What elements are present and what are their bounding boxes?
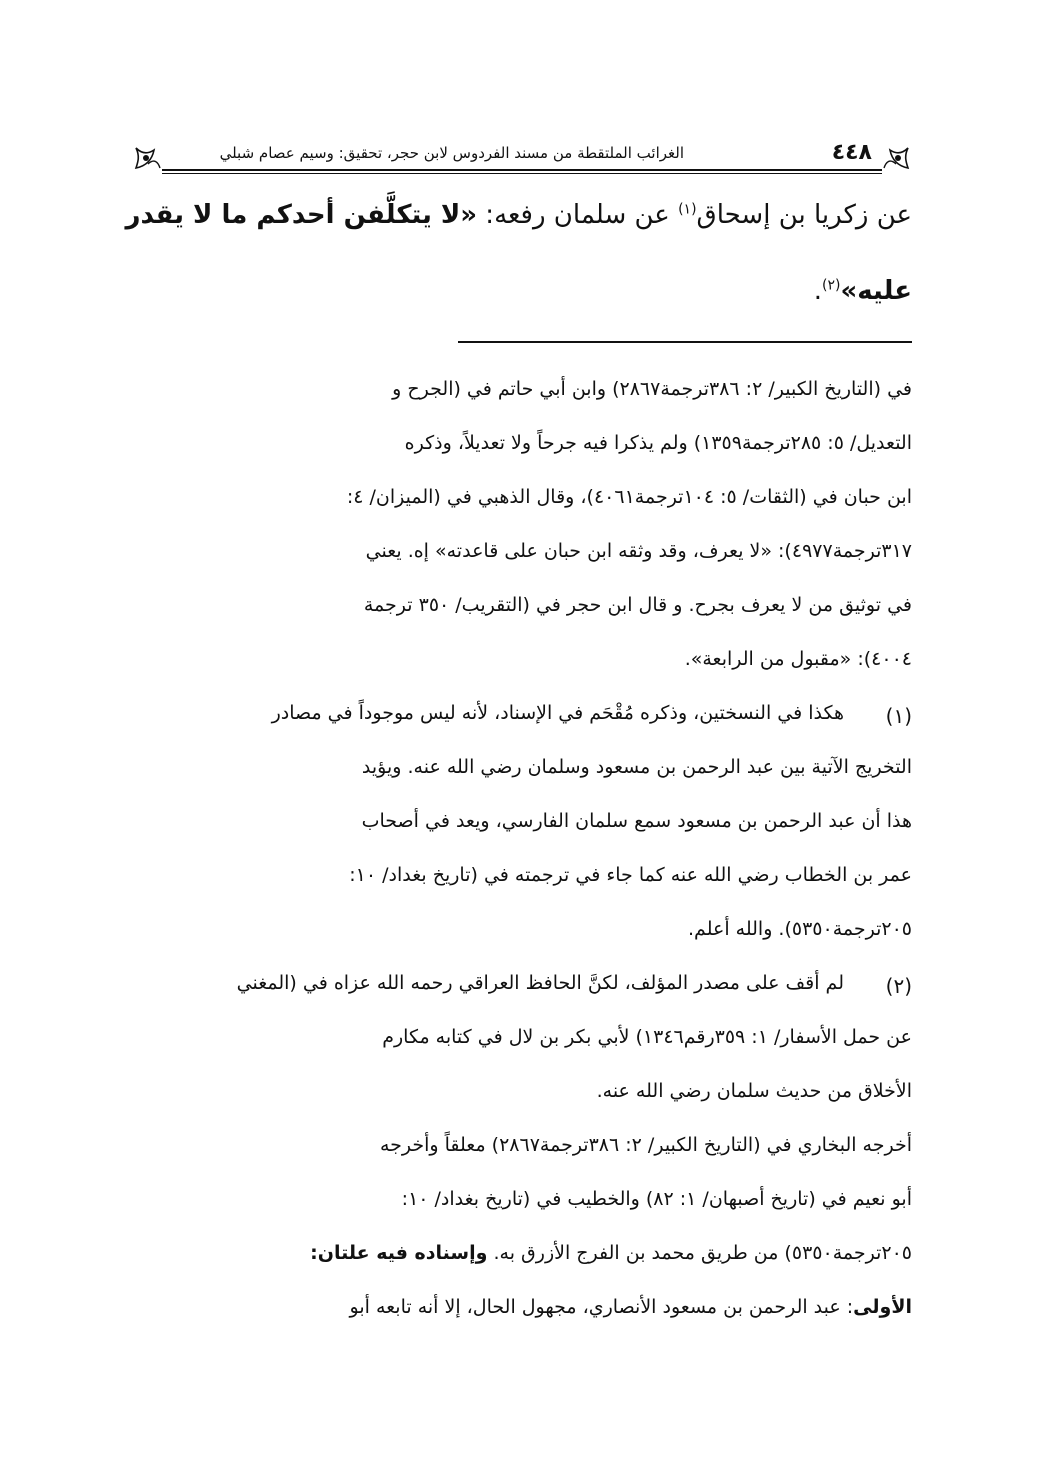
footnote-line: ٣١٧ترجمة٤٩٧٧): «لا يعرف، وقد وثقه ابن حبان على قاعدته» إه. يعني [365,540,912,562]
main-line-1 [125,200,912,230]
footnote-ref-1[interactable]: (١) [678,201,697,218]
text-run: ٢٠٥ترجمة٥٣٥٠) من طريق محمد بن الفرج الأزرق به. [487,1242,912,1264]
text-run: عن سلمان رفعه: [477,200,679,230]
footnote-line: أبو نعيم في (تاريخ أصبهان/ ١: ٨٢) والخطيب في (تاريخ بغداد/ ١٠: [401,1188,912,1210]
footnote-1-line: ٢٠٥ترجمة٥٣٥٠). والله أعلم. [688,918,912,940]
footnote-2-line: عن حمل الأسفار/ ١: ٣٥٩رقم١٣٤٦) لأبي بكر بن لال في كتابه مكارم [382,1026,912,1048]
bold-run: وإسناده فيه علتان: [310,1242,488,1264]
footnote-line: ٤٠٠٤): «مقبول من الرابعة». [684,648,912,670]
footnote-separator [458,341,912,343]
footnote-1-line: عمر بن الخطاب رضي الله عنه كما جاء في ترجمته في (تاريخ بغداد/ ١٠: [349,864,912,886]
text-run: : عبد الرحمن بن مسعود الأنصاري، مجهول الحال، إلا أنه تابعه أبو [349,1296,854,1318]
running-header [132,138,912,172]
main-line-2 [130,276,912,306]
bold-run: الأولى [853,1296,912,1318]
hadith-text: «لا يتكلَّفن أحدكم ما لا يقدر [125,200,478,230]
footnote-line: ابن حبان في (الثقات/ ٥: ١٠٤ترجمة٤٠٦١)، وقال الذهبي في (الميزان/ ٤: [346,486,912,508]
text-run: عن زكريا بن إسحاق [696,200,912,230]
footnote-line: التعديل/ ٥: ٢٨٥ترجمة١٣٥٩) ولم يذكرا فيه جرحاً ولا تعديلاً، وذكره [404,432,912,454]
footnote-1-line: هكذا في النسختين، وذكره مُقْحَم في الإسناد، لأنه ليس موجوداً في مصادر [271,702,844,724]
footnote-number-2: (٢) [885,974,912,998]
header-rule [162,169,882,171]
footnote-number-1: (١) [885,704,912,728]
footnote-line: أخرجه البخاري في (التاريخ الكبير/ ٢: ٣٨٦ترجمة٢٨٦٧) معلقاً وأخرجه [379,1134,912,1156]
page-number: ٤٤٨ [831,140,872,165]
footnote-1-line: هذا أن عبد الرحمن بن مسعود سمع سلمان الفارسي، ويعد في أصحاب [361,810,912,832]
footnote-line [196,1296,912,1318]
footnote-2-line: لم أقف على مصدر المؤلف، لكنَّ الحافظ العراقي رحمه الله عزاه في (المغني [236,972,844,994]
text-run: . [813,276,822,306]
footnote-line: في (التاريخ الكبير/ ٢: ٣٨٦ترجمة٢٨٦٧) وابن أبي حاتم في (الجرح و [392,378,912,400]
header-rule-thin [162,173,882,174]
right-ornament-icon [878,138,912,172]
hadith-text-end: عليه» [840,276,912,306]
footnote-2-line: الأخلاق من حديث سلمان رضي الله عنه. [596,1080,912,1102]
footnote-line: في توثيق من لا يعرف بجرح. و قال ابن حجر في (التقريب/ ٣٥٠ ترجمة [363,594,912,616]
footnote-1-line: التخريج الآتية بين عبد الرحمن بن مسعود وسلمان رضي الله عنه. ويؤيد [361,756,912,778]
running-title: الغرائب الملتقطة من مسند الفردوس لابن حجر، تحقيق: وسيم عصام شبلي [219,144,684,162]
footnote-ref-2[interactable]: (٢) [821,277,841,294]
footnote-line [196,1242,912,1264]
left-ornament-icon [132,138,166,172]
